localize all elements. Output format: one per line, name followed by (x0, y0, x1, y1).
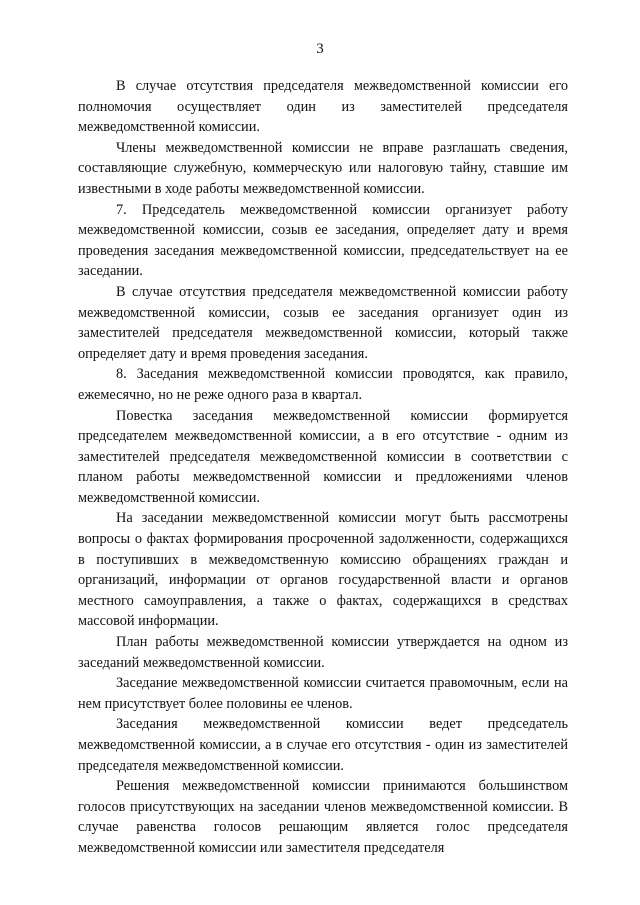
paragraph-meeting-chair: Заседания межведомственной комиссии ведет председатель межведомственной комиссии, а в случае его отсутствия - один из заместителей председателя межведомственной комиссии. (78, 716, 568, 774)
paragraph-chairman-absence: В случае отсутствия председателя межведомственной комиссии его полномочия осуществляет один из заместителей председателя межведомственной комиссии. (78, 78, 568, 136)
paragraph-deputy-organizes: В случае отсутствия председателя межведомственной комиссии работу межведомственной комиссии, созыв ее заседания организует один из заместителей председателя межведомственной комиссии, который также определяет дату и время проведения заседания. (78, 283, 568, 362)
paragraph-8-meeting-frequency: 8. Заседания межведомственной комиссии проводятся, как правило, ежемесячно, но не реже одного раза в квартал. (78, 366, 568, 403)
paragraph-agenda: Повестка заседания межведомственной комиссии формируется председателем межведомственной комиссии, а в его отсутствие - одним из заместителей председателя межведомственной комиссии в соответствии с планом работы межведомственной комиссии и предложениями членов межведомственной комиссии. (78, 407, 568, 506)
page-number: 3 (316, 41, 324, 57)
paragraph-work-plan: План работы межведомственной комиссии утверждается на одном из заседаний межведомственной комиссии. (78, 634, 568, 671)
paragraph-confidentiality: Члены межведомственной комиссии не вправе разглашать сведения, составляющие служебную, коммерческую или налоговую тайну, ставшие им известными в ходе работы межведомственной комиссии. (78, 139, 568, 197)
paragraph-7-chairman-duties: 7. Председатель межведомственной комиссии организует работу межведомственной комиссии, созыв ее заседания, определяет дату и время проведения заседания межведомственной комиссии, председательствует на ее заседании. (78, 201, 568, 280)
paragraph-quorum: Заседание межведомственной комиссии считается правомочным, если на нем присутствует более половины ее членов. (78, 675, 568, 712)
paragraph-decisions: Решения межведомственной комиссии принимаются большинством голосов присутствующих на заседании членов межведомственной комиссии. В случае равенства голосов решающим является голос председателя межведомственной комиссии или заместителя председателя (78, 778, 568, 856)
paragraph-meeting-topics: На заседании межведомственной комиссии могут быть рассмотрены вопросы о фактах формирования просроченной задолженности, содержащихся в поступивших в межведомственную комиссию обращениях граждан и организаций, информации от органов государственной власти и органов местного самоуправления, а также о фактах, содержащихся в средствах массовой информации. (78, 510, 568, 630)
document-body (78, 76, 568, 859)
